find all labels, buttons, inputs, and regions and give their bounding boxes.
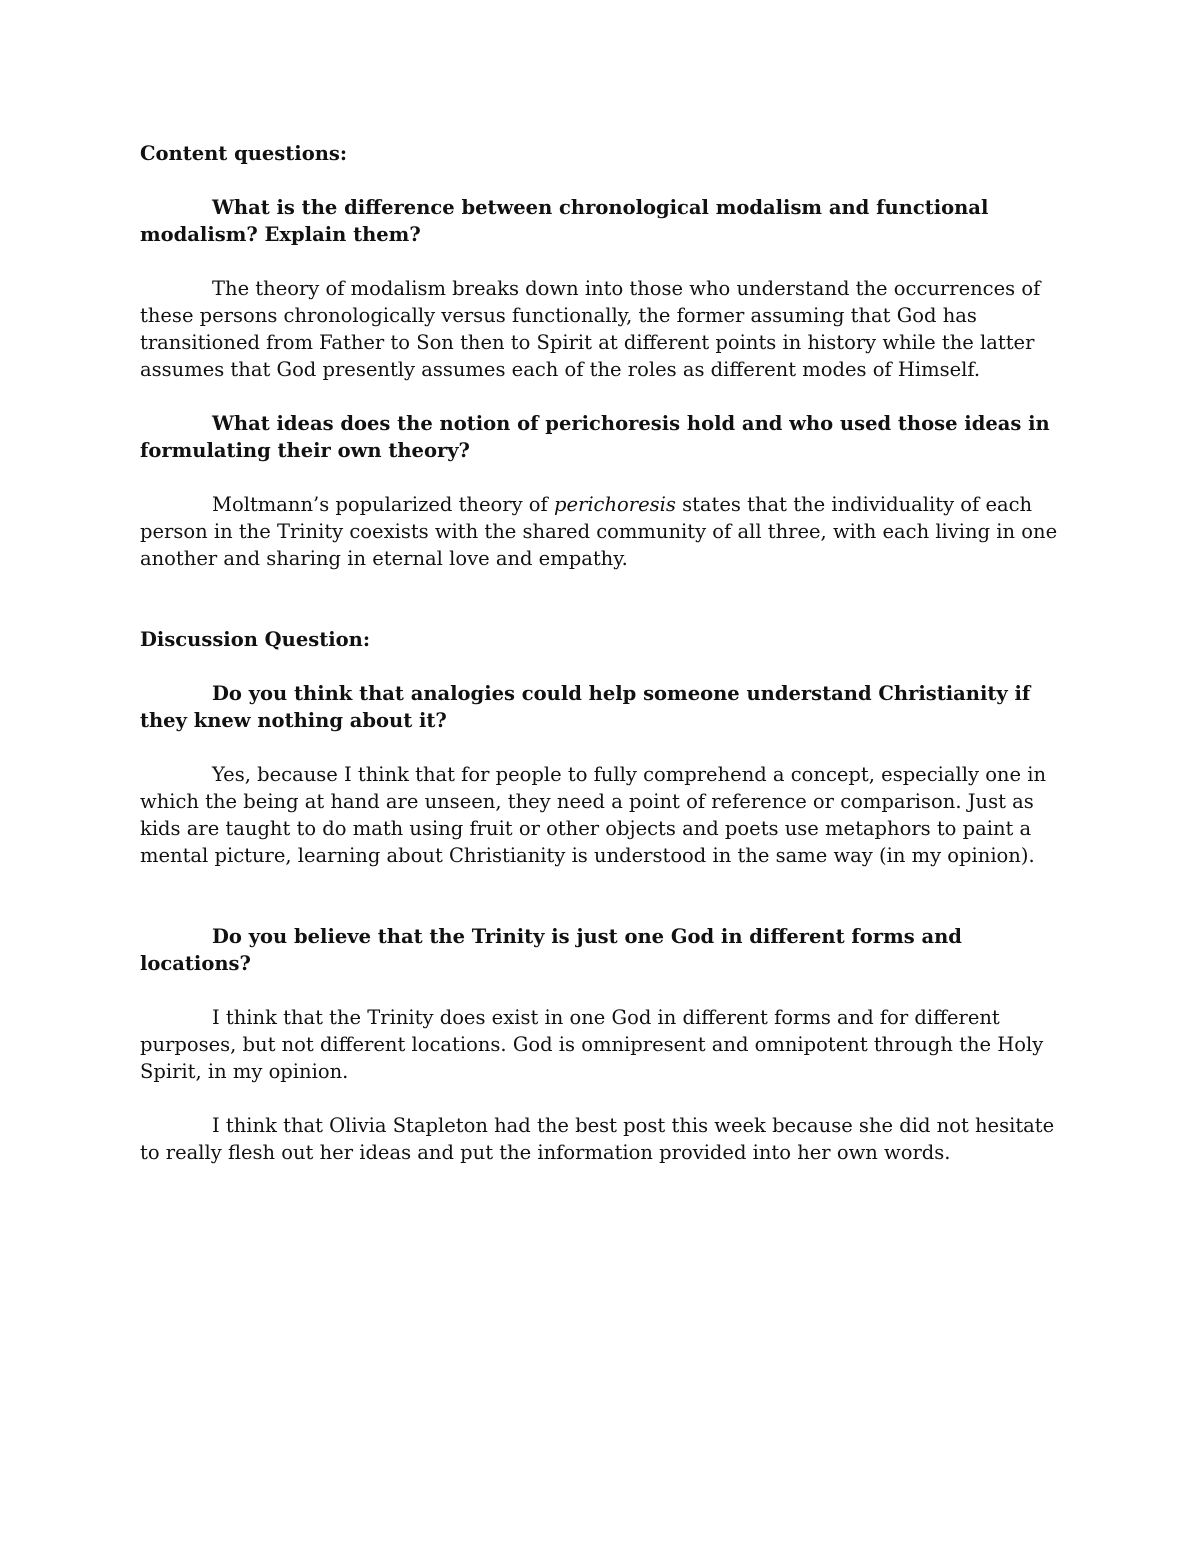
question-modalism: What is the difference between chronological modalism and functional modalism? Explain them? [140,196,989,246]
answer-modalism: The theory of modalism breaks down into those who understand the occurrences of these persons chronologically versus functionally, the former assuming that God has transitioned from Father to Son then to Spirit at different points in history while the latter assumes that God presently assumes each of the roles as different modes of Himself. [140,277,1041,381]
question-trinity: Do you believe that the Trinity is just one God in different forms and locations? [140,925,962,975]
perichoresis-term: perichoresis [553,493,676,516]
answer-perichoresis-rest: states that the individuality of each person in the Trinity coexists with the shared community of all three, with each living in one another and sharing in eternal love and empathy. [140,493,1058,570]
discussion-question-heading: Discussion Question: [140,628,371,651]
answer-analogies: Yes, because I think that for people to fully comprehend a concept, especially one in which the being at hand are unseen, they need a point of reference or comparison. Just as kids are taught to do math using fruit or other objects and poets use metaphors to paint a mental picture, learning about Christianity is understood in the same way (in my opinion). [140,763,1047,867]
document-page [140,140,1060,1166]
question-perichoresis: What ideas does the notion of perichoresis hold and who used those ideas in formulating their own theory? [140,412,1050,462]
content-questions-heading: Content questions: [140,142,348,165]
answer-perichoresis [140,491,1060,572]
answer-perichoresis-lead: Moltmann’s popularized theory of [212,493,554,516]
closing-paragraph: I think that Olivia Stapleton had the best post this week because she did not hesitate to really flesh out her ideas and put the information provided into her own words. [140,1114,1055,1164]
question-analogies: Do you think that analogies could help someone understand Christianity if they knew nothing about it? [140,682,1031,732]
answer-trinity: I think that the Trinity does exist in one God in different forms and for different purposes, but not different locations. God is omnipresent and omnipotent through the Holy Spirit, in my opinion. [140,1006,1044,1083]
